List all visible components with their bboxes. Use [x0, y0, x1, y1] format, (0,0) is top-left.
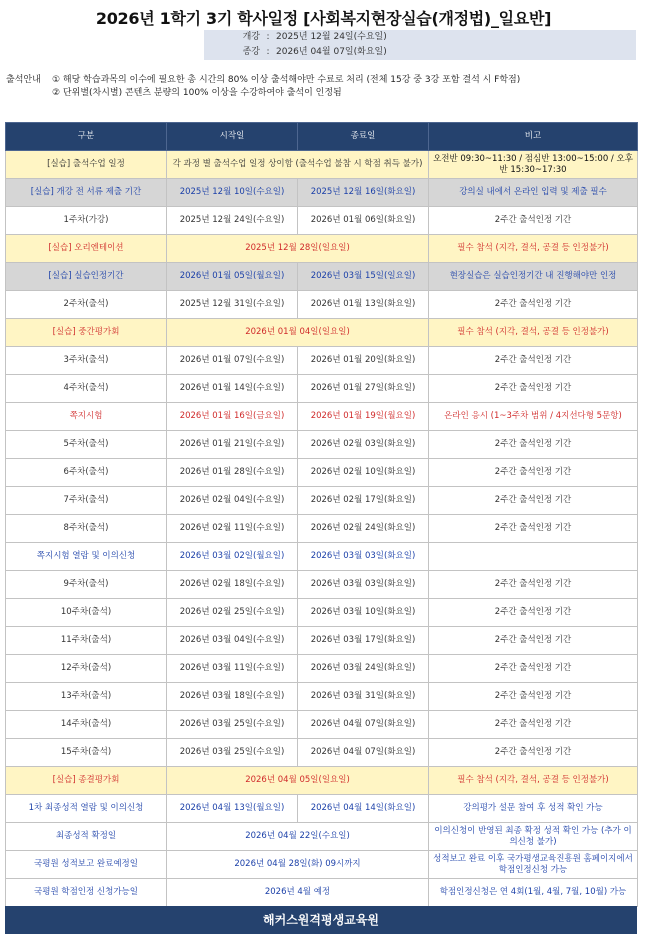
- schedule-row: [6, 179, 638, 207]
- close-date-value: 2026년 04월 07일(화요일): [276, 47, 387, 57]
- cell-category: 국평원 학점인정 신청가능일: [6, 879, 167, 907]
- cell-remarks: 2주간 출석인정 기간: [429, 683, 638, 711]
- cell-start-date: 2026년 03월 25일(수요일): [167, 739, 298, 767]
- cell-category: [실습] 중간평가회: [6, 319, 167, 347]
- cell-category: [실습] 개강 전 서류 제출 기간: [6, 179, 167, 207]
- cell-remarks: 이의신청이 반영된 최종 확정 성적 확인 가능 (추가 이의신청 불가): [429, 823, 638, 851]
- cell-category: 10주차(출석): [6, 599, 167, 627]
- cell-start-date: 2026년 02월 11일(수요일): [167, 515, 298, 543]
- cell-end-date: 2026년 01월 06일(화요일): [298, 207, 429, 235]
- cell-category: 3주차(출석): [6, 347, 167, 375]
- cell-remarks: 필수 참석 (지각, 결석, 공결 등 인정불가): [429, 767, 638, 795]
- cell-start-date: 2026년 01월 07일(수요일): [167, 347, 298, 375]
- cell-end-date: 2026년 03월 03일(화요일): [298, 571, 429, 599]
- cell-category: [실습] 출석수업 일정: [6, 151, 167, 179]
- cell-end-date: 2026년 04월 07일(화요일): [298, 739, 429, 767]
- cell-category: 8주차(출석): [6, 515, 167, 543]
- schedule-row: [6, 487, 638, 515]
- cell-category: 최종성적 확정일: [6, 823, 167, 851]
- cell-remarks: 2주간 출석인정 기간: [429, 627, 638, 655]
- cell-end-date: 2026년 03월 17일(화요일): [298, 627, 429, 655]
- cell-remarks: 2주간 출석인정 기간: [429, 459, 638, 487]
- schedule-row: [6, 711, 638, 739]
- schedule-header-row: [6, 123, 638, 151]
- schedule-row: [6, 767, 638, 795]
- schedule-body: [6, 151, 638, 907]
- header-remarks: 비고: [429, 123, 638, 151]
- cell-remarks: [429, 543, 638, 571]
- cell-end-date: 2026년 03월 24일(화요일): [298, 655, 429, 683]
- cell-end-date: 2026년 02월 03일(화요일): [298, 431, 429, 459]
- cell-start-date: 2026년 01월 05일(월요일): [167, 263, 298, 291]
- cell-date-range: 2026년 4월 예정: [167, 879, 429, 907]
- cell-start-date: 2026년 02월 04일(수요일): [167, 487, 298, 515]
- header-end-date: 종료일: [298, 123, 429, 151]
- cell-date-range: 2025년 12월 28일(일요일): [167, 235, 429, 263]
- cell-date-range: 2026년 04월 28일(화) 09시까지: [167, 851, 429, 879]
- cell-category: 쪽지시험 열람 및 이의신청: [6, 543, 167, 571]
- cell-end-date: 2026년 01월 27일(화요일): [298, 375, 429, 403]
- cell-category: 1주차(가강): [6, 207, 167, 235]
- cell-remarks: 2주간 출석인정 기간: [429, 739, 638, 767]
- attendance-notice-line-2: ② 단위별(차시별) 콘텐츠 분량의 100% 이상을 수강하여야 출석이 인정됨: [52, 88, 342, 98]
- close-date-separator: :: [266, 47, 270, 57]
- cell-remarks: 2주간 출석인정 기간: [429, 571, 638, 599]
- cell-remarks: 필수 참석 (지각, 결석, 공결 등 인정불가): [429, 235, 638, 263]
- cell-end-date: 2026년 03월 03일(화요일): [298, 543, 429, 571]
- cell-start-date: 2026년 03월 04일(수요일): [167, 627, 298, 655]
- cell-remarks: 학점인정신청은 연 4회(1월, 4월, 7월, 10월) 가능: [429, 879, 638, 907]
- cell-remarks: 2주간 출석인정 기간: [429, 347, 638, 375]
- cell-start-date: 2026년 03월 25일(수요일): [167, 711, 298, 739]
- cell-date-range: 각 과정 별 출석수업 일정 상이함 (출석수업 불참 시 학점 취득 불가): [167, 151, 429, 179]
- close-date-row: [204, 45, 636, 60]
- page-title: 2026년 1학기 3기 학사일정 [사회복지현장실습(개정법)_일요반]: [95, 9, 552, 28]
- cell-start-date: 2026년 02월 25일(수요일): [167, 599, 298, 627]
- schedule-row: [6, 207, 638, 235]
- attendance-notice-line-1: ① 해당 학습과목의 이수에 필요한 총 시간의 80% 이상 출석해야만 수료로 처리 (전체 15강 중 3강 포함 결석 시 F학점): [52, 75, 521, 85]
- header-category: 구분: [6, 123, 167, 151]
- cell-category: 7주차(출석): [6, 487, 167, 515]
- cell-category: 13주차(출석): [6, 683, 167, 711]
- schedule-row: [6, 263, 638, 291]
- schedule-row: [6, 739, 638, 767]
- cell-remarks: 2주간 출석인정 기간: [429, 291, 638, 319]
- cell-remarks: 성적보고 완료 이후 국가평생교육진흥원 홈페이지에서 학점인정신청 가능: [429, 851, 638, 879]
- schedule-row: [6, 627, 638, 655]
- cell-category: [실습] 실습인정기간: [6, 263, 167, 291]
- header-start-date: 시작일: [167, 123, 298, 151]
- schedule-row: [6, 655, 638, 683]
- cell-category: 11주차(출석): [6, 627, 167, 655]
- cell-remarks: 온라인 응시 (1~3주차 범위 / 4지선다형 5문항): [429, 403, 638, 431]
- cell-remarks: 2주간 출석인정 기간: [429, 375, 638, 403]
- close-date-label: 종강: [242, 47, 260, 57]
- cell-category: 4주차(출석): [6, 375, 167, 403]
- schedule-row: [6, 431, 638, 459]
- schedule-row: [6, 599, 638, 627]
- cell-remarks: 2주간 출석인정 기간: [429, 515, 638, 543]
- cell-end-date: 2026년 01월 13일(화요일): [298, 291, 429, 319]
- cell-start-date: 2026년 03월 02일(월요일): [167, 543, 298, 571]
- cell-end-date: 2025년 12월 16일(화요일): [298, 179, 429, 207]
- schedule-row: [6, 515, 638, 543]
- schedule-row: [6, 235, 638, 263]
- cell-end-date: 2026년 04월 14일(화요일): [298, 795, 429, 823]
- cell-remarks: 현장실습은 실습인정기간 내 진행해야만 인정: [429, 263, 638, 291]
- cell-date-range: 2026년 04월 05일(일요일): [167, 767, 429, 795]
- cell-end-date: 2026년 01월 19일(월요일): [298, 403, 429, 431]
- cell-end-date: 2026년 02월 24일(화요일): [298, 515, 429, 543]
- schedule-row: [6, 319, 638, 347]
- cell-remarks: 2주간 출석인정 기간: [429, 207, 638, 235]
- cell-category: 14주차(출석): [6, 711, 167, 739]
- cell-end-date: 2026년 03월 10일(화요일): [298, 599, 429, 627]
- open-date-value: 2025년 12월 24일(수요일): [276, 32, 387, 42]
- cell-category: 국평원 성적보고 완료예정일: [6, 851, 167, 879]
- cell-date-range: 2026년 04월 22일(수요일): [167, 823, 429, 851]
- cell-end-date: 2026년 03월 15일(일요일): [298, 263, 429, 291]
- cell-remarks: 오전반 09:30~11:30 / 점심반 13:00~15:00 / 오후반 15:30~17:30: [429, 151, 638, 179]
- schedule-row: [6, 851, 638, 879]
- schedule-row: [6, 403, 638, 431]
- cell-date-range: 2026년 01월 04일(일요일): [167, 319, 429, 347]
- cell-category: 15주차(출석): [6, 739, 167, 767]
- cell-category: [실습] 종결평가회: [6, 767, 167, 795]
- schedule-row: [6, 571, 638, 599]
- cell-category: 6주차(출석): [6, 459, 167, 487]
- schedule-row: [6, 459, 638, 487]
- cell-category: 5주차(출석): [6, 431, 167, 459]
- schedule-row: [6, 151, 638, 179]
- open-date-label: 개강: [242, 32, 260, 42]
- cell-start-date: 2026년 03월 18일(수요일): [167, 683, 298, 711]
- schedule-row: [6, 879, 638, 907]
- cell-end-date: 2026년 02월 17일(화요일): [298, 487, 429, 515]
- cell-category: 12주차(출석): [6, 655, 167, 683]
- cell-remarks: 2주간 출석인정 기간: [429, 655, 638, 683]
- schedule-row: [6, 375, 638, 403]
- schedule-row: [6, 795, 638, 823]
- open-date-row: [204, 30, 636, 45]
- term-dates: [204, 30, 636, 60]
- cell-start-date: 2025년 12월 31일(수요일): [167, 291, 298, 319]
- cell-end-date: 2026년 02월 10일(화요일): [298, 459, 429, 487]
- cell-remarks: 2주간 출석인정 기간: [429, 487, 638, 515]
- cell-end-date: 2026년 04월 07일(화요일): [298, 711, 429, 739]
- attendance-notice-label: 출석안내: [6, 75, 41, 85]
- cell-remarks: 2주간 출석인정 기간: [429, 431, 638, 459]
- cell-category: [실습] 오리엔테이션: [6, 235, 167, 263]
- cell-remarks: 필수 참석 (지각, 결석, 공결 등 인정불가): [429, 319, 638, 347]
- cell-category: 9주차(출석): [6, 571, 167, 599]
- cell-remarks: 강의실 내에서 온라인 입력 및 제출 필수: [429, 179, 638, 207]
- open-date-separator: :: [266, 32, 270, 42]
- cell-start-date: 2025년 12월 10일(수요일): [167, 179, 298, 207]
- schedule-row: [6, 823, 638, 851]
- schedule-table: [5, 122, 638, 907]
- cell-end-date: 2026년 03월 31일(화요일): [298, 683, 429, 711]
- cell-end-date: 2026년 01월 20일(화요일): [298, 347, 429, 375]
- cell-start-date: 2026년 04월 13일(월요일): [167, 795, 298, 823]
- schedule-row: [6, 543, 638, 571]
- cell-start-date: 2026년 01월 21일(수요일): [167, 431, 298, 459]
- cell-start-date: 2026년 02월 18일(수요일): [167, 571, 298, 599]
- footer-brand: 해커스원격평생교육원: [5, 906, 637, 934]
- cell-remarks: 2주간 출석인정 기간: [429, 599, 638, 627]
- cell-start-date: 2025년 12월 24일(수요일): [167, 207, 298, 235]
- schedule-row: [6, 347, 638, 375]
- cell-remarks: 강의평가 설문 참여 후 성적 확인 가능: [429, 795, 638, 823]
- cell-category: 2주차(출석): [6, 291, 167, 319]
- cell-category: 쪽지시험: [6, 403, 167, 431]
- schedule-row: [6, 683, 638, 711]
- cell-start-date: 2026년 01월 28일(수요일): [167, 459, 298, 487]
- cell-category: 1차 최종성적 열람 및 이의신청: [6, 795, 167, 823]
- cell-start-date: 2026년 03월 11일(수요일): [167, 655, 298, 683]
- cell-start-date: 2026년 01월 16일(금요일): [167, 403, 298, 431]
- cell-start-date: 2026년 01월 14일(수요일): [167, 375, 298, 403]
- schedule-row: [6, 291, 638, 319]
- cell-remarks: 2주간 출석인정 기간: [429, 711, 638, 739]
